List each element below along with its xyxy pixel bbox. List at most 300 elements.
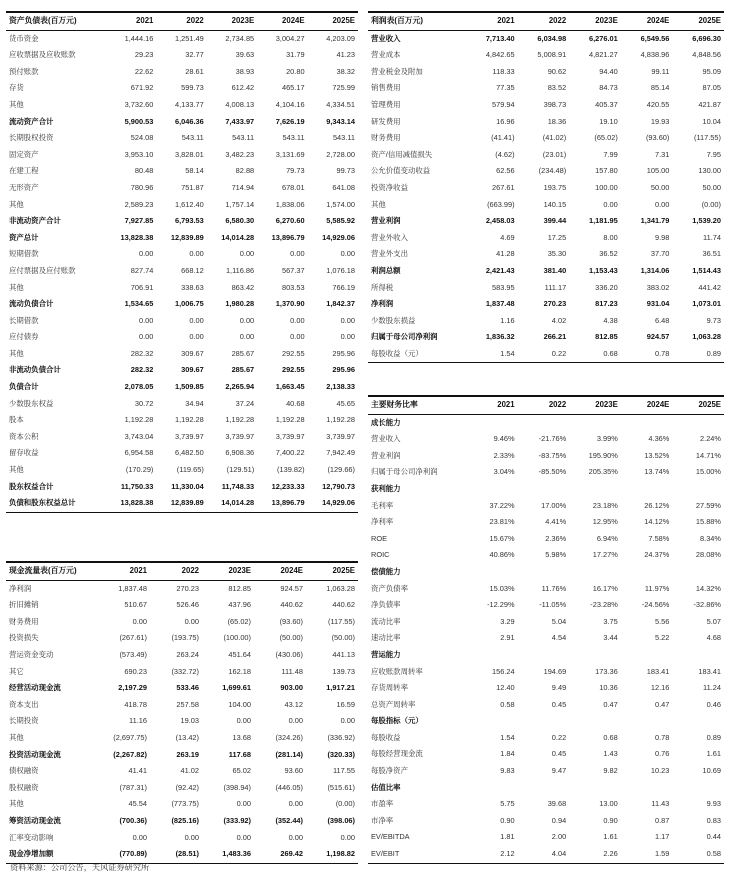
cell-value: 9.82: [603, 766, 618, 776]
cell-value: (234.48): [538, 166, 567, 176]
cell-value: 924.57: [280, 583, 303, 593]
cell-value: 338.63: [181, 282, 204, 292]
cell-value: 579.94: [491, 99, 515, 109]
row-label: ROIC: [371, 550, 390, 560]
cell-value: 780.96: [130, 182, 154, 192]
table-row: [6, 280, 358, 297]
row-label: 资本公积: [9, 431, 39, 441]
cell-value: 1,980.28: [225, 299, 255, 309]
cell-value: 6.94%: [596, 533, 618, 543]
row-label: 偿债能力: [371, 566, 401, 576]
cell-value: 7.95: [706, 149, 721, 159]
row-label: 非流动资产合计: [9, 216, 61, 226]
cell-value: 4.02: [551, 315, 567, 325]
cell-value: 292.55: [281, 365, 305, 375]
table-row: [6, 246, 358, 263]
cell-value: (41.41): [491, 133, 515, 143]
table-row: [368, 846, 724, 863]
cell-value: 12.40: [496, 683, 515, 693]
cell-value: 8.34%: [700, 533, 721, 543]
table-row: [6, 614, 358, 631]
cell-value: 0.00: [132, 832, 147, 842]
table-row: [6, 697, 358, 714]
row-label: 市净率: [371, 815, 394, 825]
cell-value: (2,697.75): [113, 732, 147, 742]
cell-value: 0.00: [340, 249, 355, 259]
cell-value: 17.27%: [592, 550, 618, 560]
table-row: [368, 180, 724, 197]
row-label: 市盈率: [371, 799, 394, 809]
column-header: 2022: [156, 12, 206, 30]
table-header: [6, 562, 358, 580]
cell-value: 62.56: [496, 166, 515, 176]
table-row: [6, 580, 358, 597]
table-row: [6, 445, 358, 462]
cell-value: 9,343.14: [326, 116, 355, 126]
cell-value: 441.42: [698, 282, 721, 292]
cell-value: 282.32: [130, 348, 154, 358]
row-label: 公允价值变动收益: [371, 166, 431, 176]
cell-value: 4.69: [500, 232, 515, 242]
table-row: [368, 630, 724, 647]
cell-value: (50.00): [331, 633, 355, 643]
cell-value: [672, 647, 724, 664]
cell-value: 1,699.61: [222, 683, 251, 693]
balance-sheet-table: [6, 11, 358, 513]
cell-value: 17.25: [547, 232, 567, 242]
cell-value: 11.74: [703, 232, 721, 242]
cell-value: (430.06): [275, 649, 303, 659]
cell-value: -12.29%: [487, 600, 515, 610]
cell-value: 0.45: [551, 699, 567, 709]
cell-value: 1,757.14: [225, 199, 255, 209]
cell-value: 2.00: [551, 832, 567, 842]
cell-value: 1.16: [500, 315, 515, 325]
cell-value: 0.46: [706, 699, 721, 709]
cell-value: 13,828.38: [120, 232, 154, 242]
cell-value: 1,063.28: [326, 583, 355, 593]
cell-value: 924.57: [646, 332, 670, 342]
table-row: [6, 664, 358, 681]
cell-value: (41.02): [542, 133, 567, 143]
row-label: 非流动负债合计: [9, 365, 61, 375]
cell-value: 567.37: [281, 265, 305, 275]
row-label: 资产/信用减值损失: [371, 149, 433, 159]
cell-value: 7.58%: [648, 533, 670, 543]
cell-value: 440.62: [332, 600, 355, 610]
cell-value: 15.88%: [695, 517, 721, 527]
cell-value: (398.94): [223, 782, 251, 792]
column-header: 2025E: [672, 12, 724, 30]
cell-value: 309.67: [181, 348, 204, 358]
cell-value: 45.65: [336, 398, 355, 408]
row-label: 资产总计: [9, 232, 39, 242]
cell-value: [569, 713, 621, 730]
cell-value: 0.00: [139, 249, 154, 259]
cell-value: [672, 713, 724, 730]
cell-value: 0.00: [603, 199, 618, 209]
cell-value: 5.04: [551, 616, 567, 626]
table-row: [368, 246, 724, 263]
cell-value: 0.78: [654, 732, 670, 742]
table-row: [368, 614, 724, 631]
cell-value: (320.33): [327, 749, 355, 759]
cell-value: 668.12: [181, 265, 204, 275]
cell-value: 13.52%: [644, 450, 670, 460]
cell-value: [569, 780, 621, 797]
cell-value: 381.40: [543, 265, 567, 275]
cell-value: 13.68: [232, 732, 251, 742]
table-row: [368, 680, 724, 697]
cell-value: 1,314.06: [640, 265, 670, 275]
cell-value: 0.00: [184, 832, 199, 842]
table-row: [6, 362, 358, 379]
cell-value: 0.47: [654, 699, 670, 709]
row-label: 其它: [9, 666, 24, 676]
cell-value: (770.89): [98, 846, 150, 863]
cell-value: 398.73: [543, 99, 567, 109]
cell-value: 1.43: [603, 749, 618, 759]
cell-value: 0.90: [603, 815, 618, 825]
table-row: [368, 730, 724, 747]
cell-value: 50.00: [650, 182, 670, 192]
row-label: 净利润: [9, 583, 32, 593]
cell-value: [621, 647, 673, 664]
row-label: 成长能力: [371, 417, 401, 427]
cell-value: 17.00%: [541, 500, 567, 510]
cell-value: 23.81%: [489, 517, 515, 527]
cell-value: (117.55): [328, 616, 355, 626]
cell-value: 3,004.27: [275, 33, 305, 43]
row-label: 所得税: [371, 282, 394, 292]
cell-value: 1.61: [603, 832, 618, 842]
cell-value: -32.86%: [693, 600, 721, 610]
cell-value: 1,063.28: [692, 332, 721, 342]
cell-value: 285.67: [231, 365, 255, 375]
section-row: [368, 481, 724, 498]
cell-value: 139.73: [332, 666, 355, 676]
cell-value: 34.94: [185, 398, 204, 408]
row-label: 财务费用: [9, 616, 39, 626]
row-label: 其他: [9, 732, 24, 742]
cell-value: 1,514.43: [692, 265, 721, 275]
cell-value: 118.33: [492, 66, 515, 76]
cell-value: 13.00: [599, 799, 618, 809]
cell-value: 14,929.06: [322, 232, 355, 242]
cell-value: 1,116.86: [225, 265, 255, 275]
row-label: 毛利率: [371, 500, 394, 510]
row-label: 营业外收入: [371, 232, 408, 242]
cell-value: (515.61): [327, 782, 355, 792]
row-label: 每股收益（元）: [368, 346, 466, 363]
table-row: [368, 329, 724, 346]
cell-value: 0.00: [290, 315, 305, 325]
cell-value: [466, 414, 518, 431]
table-header: [6, 12, 358, 30]
income-statement-table: [368, 11, 724, 363]
table-row: [368, 130, 724, 147]
cell-value: 3,743.04: [124, 431, 154, 441]
cell-value: (4.62): [495, 149, 515, 159]
row-label: 在建工程: [9, 166, 39, 176]
table-row: [6, 147, 358, 164]
cell-value: 3,732.60: [124, 99, 154, 109]
column-header: 2023E: [202, 562, 254, 580]
cell-value: 0.00: [340, 332, 355, 342]
cell-value: 79.73: [286, 166, 305, 176]
cell-value: 24.37%: [644, 550, 670, 560]
cell-value: 82.88: [235, 166, 255, 176]
table-row: [368, 64, 724, 81]
cell-value: 13,828.38: [106, 495, 156, 512]
column-header: 2022: [518, 396, 570, 414]
cell-value: 599.73: [181, 83, 204, 93]
cell-value: 23.18%: [592, 500, 618, 510]
cell-value: (700.36): [119, 815, 147, 825]
cell-value: 267.61: [491, 182, 515, 192]
column-header: 2024E: [254, 562, 306, 580]
cell-value: 543.11: [181, 133, 204, 143]
column-header: 2022: [150, 562, 202, 580]
table-row: [368, 97, 724, 114]
cell-value: (92.42): [175, 782, 199, 792]
row-label: 其他: [371, 199, 386, 209]
table-row: [6, 597, 358, 614]
cell-value: (0.00): [701, 199, 721, 209]
cell-value: 140.15: [543, 199, 567, 209]
cell-value: 766.19: [332, 282, 355, 292]
row-label: 营业成本: [371, 50, 401, 60]
cell-value: [518, 414, 570, 431]
cell-value: 6.48: [654, 315, 670, 325]
cell-value: [518, 780, 570, 797]
cell-value: 269.42: [254, 846, 306, 863]
cell-value: 543.11: [232, 133, 255, 143]
table-title: 主要财务比率: [368, 396, 466, 414]
cell-value: 41.02: [180, 766, 199, 776]
cell-value: 14.12%: [644, 517, 670, 527]
row-label: 利润总额: [371, 265, 401, 275]
table-title: 利润表(百万元): [368, 12, 466, 30]
cell-value: (573.49): [119, 649, 147, 659]
cell-value: 4,838.96: [640, 50, 670, 60]
cell-value: 641.08: [332, 182, 355, 192]
cell-value: 0.76: [654, 749, 670, 759]
row-label: 预付账款: [9, 66, 39, 76]
cell-value: 3,739.97: [175, 431, 204, 441]
cell-value: 0.87: [654, 815, 670, 825]
cell-value: 1,836.32: [485, 332, 515, 342]
cell-value: 5.75: [500, 799, 515, 809]
cell-value: 26.12%: [644, 500, 670, 510]
cell-value: -21.76%: [538, 434, 567, 444]
table-row: [368, 697, 724, 714]
cell-value: 10.04: [702, 116, 721, 126]
cell-value: 11.76%: [541, 583, 567, 593]
cell-value: 817.23: [595, 299, 618, 309]
cell-value: 173.36: [595, 666, 618, 676]
cell-value: 90.62: [547, 66, 567, 76]
row-label: 应收票据及应收账款: [9, 50, 76, 60]
row-label: 流动资产合计: [9, 116, 54, 126]
row-label: 营业收入: [371, 434, 401, 444]
cell-value: 4,104.16: [275, 99, 305, 109]
cell-value: 6,046.36: [175, 116, 204, 126]
section-row: [368, 564, 724, 581]
cell-value: 1,341.79: [640, 216, 670, 226]
cell-value: 3,828.01: [175, 149, 204, 159]
cell-value: 270.23: [176, 583, 199, 593]
table-row: [368, 230, 724, 247]
cell-value: 1,842.37: [326, 299, 355, 309]
cell-value: [518, 564, 570, 581]
cell-value: [466, 564, 518, 581]
cell-value: 5,900.53: [124, 116, 154, 126]
cell-value: [621, 564, 673, 581]
cell-value: 15.03%: [489, 583, 515, 593]
row-label: 股东权益合计: [9, 481, 54, 491]
cell-value: 156.24: [491, 666, 515, 676]
cell-value: [466, 713, 518, 730]
cell-value: 16.17%: [592, 583, 618, 593]
cell-value: (117.55): [694, 133, 721, 143]
cell-value: 257.58: [176, 699, 199, 709]
table-row: [368, 464, 724, 481]
cell-value: (65.02): [594, 133, 618, 143]
cell-value: 80.48: [134, 166, 154, 176]
cell-value: 7,942.49: [326, 448, 355, 458]
cell-value: 2,421.43: [485, 265, 515, 275]
cell-value: 100.00: [595, 182, 618, 192]
row-label: 每股指标（元）: [371, 716, 423, 726]
cell-value: 441.13: [332, 649, 355, 659]
cell-value: 0.00: [239, 332, 255, 342]
cell-value: 931.04: [646, 299, 670, 309]
cell-value: 4.54: [551, 633, 567, 643]
cell-value: (324.26): [275, 732, 303, 742]
cell-value: 0.00: [239, 249, 255, 259]
row-label: 每股经营现金流: [371, 749, 423, 759]
cell-value: [518, 713, 570, 730]
cell-value: [569, 647, 621, 664]
table-row: [6, 647, 358, 664]
cell-value: (773.75): [171, 799, 199, 809]
cell-value: 1,612.40: [175, 199, 204, 209]
cell-value: 4,334.51: [326, 99, 355, 109]
cell-value: 117.68: [228, 749, 251, 759]
cell-value: [466, 481, 518, 498]
cell-value: 6,696.30: [692, 33, 721, 43]
row-label: 长期借款: [9, 315, 39, 325]
cell-value: (825.16): [171, 815, 199, 825]
table-row: [368, 498, 724, 515]
column-header: 2025E: [308, 12, 358, 30]
cell-value: 9.49: [551, 683, 567, 693]
cell-value: 383.02: [646, 282, 670, 292]
table-title: 现金流量表(百万元): [6, 562, 98, 580]
cell-value: 420.55: [646, 99, 670, 109]
cell-value: -85.50%: [538, 467, 567, 477]
row-label: 其他: [9, 282, 24, 292]
cell-value: (170.29): [125, 465, 154, 475]
row-label: 存货: [9, 83, 24, 93]
row-label: 营业利润: [371, 216, 401, 226]
cell-value: 3,953.10: [124, 149, 154, 159]
cell-value: 0.00: [139, 315, 154, 325]
cell-value: 93.60: [284, 766, 303, 776]
cell-value: 0.58: [500, 699, 515, 709]
cell-value: 1,192.28: [225, 415, 255, 425]
cell-value: 4,821.27: [589, 50, 618, 60]
cell-value: 38.93: [235, 66, 255, 76]
cell-value: 162.18: [228, 666, 251, 676]
cell-value: 37.70: [650, 249, 670, 259]
cell-value: [518, 481, 570, 498]
cell-value: -24.56%: [641, 600, 670, 610]
table-row: [6, 680, 358, 697]
cell-value: 12.95%: [592, 517, 618, 527]
cell-value: 3,131.69: [275, 149, 305, 159]
cell-value: [518, 647, 570, 664]
cell-value: 157.80: [595, 166, 618, 176]
cell-value: 714.94: [231, 182, 255, 192]
row-label: 应付票据及应付账款: [9, 265, 76, 275]
cell-value: 2.26: [569, 846, 621, 863]
table-row: [6, 346, 358, 363]
cell-value: 36.51: [702, 249, 721, 259]
cell-value: 0.00: [239, 315, 255, 325]
cell-value: 16.96: [496, 116, 515, 126]
cell-value: 0.83: [706, 815, 721, 825]
table-row: [368, 514, 724, 531]
table-row: [368, 581, 724, 598]
cell-value: 266.21: [543, 332, 567, 342]
cell-value: 0.89: [672, 346, 724, 363]
cell-value: 12,839.89: [170, 232, 204, 242]
table-title: 资产负债表(百万元): [6, 12, 106, 30]
table-row: [6, 329, 358, 346]
cell-value: 37.24: [235, 398, 255, 408]
cell-value: 0.00: [340, 832, 355, 842]
cell-value: 1,838.06: [275, 199, 305, 209]
cell-value: 3.04%: [493, 467, 515, 477]
cell-value: 28.61: [185, 66, 204, 76]
cell-value: 99.11: [651, 66, 670, 76]
cell-value: 14,929.06: [308, 495, 358, 512]
cell-value: 0.68: [569, 346, 621, 363]
cash-flow-table: [6, 561, 358, 864]
table-row: [6, 429, 358, 446]
cell-value: 28.08%: [695, 550, 721, 560]
cell-value: 1,917.21: [326, 683, 355, 693]
cell-value: 2,734.85: [225, 33, 255, 43]
cell-value: 1.84: [500, 749, 515, 759]
cell-value: 5.22: [654, 633, 670, 643]
cell-value: 87.05: [702, 83, 721, 93]
cell-value: [672, 414, 724, 431]
row-label: 营运能力: [371, 649, 401, 659]
cell-value: 3.75: [603, 616, 618, 626]
row-label: 每股收益: [371, 732, 401, 742]
row-label: 营业税金及附加: [371, 66, 423, 76]
row-label: 长期投资: [9, 716, 39, 726]
cell-value: 0.00: [290, 249, 305, 259]
cell-value: 36.52: [599, 249, 618, 259]
cell-value: [466, 780, 518, 797]
row-label: 净负债率: [371, 600, 401, 610]
table-row: [6, 747, 358, 764]
table-row: [6, 796, 358, 813]
